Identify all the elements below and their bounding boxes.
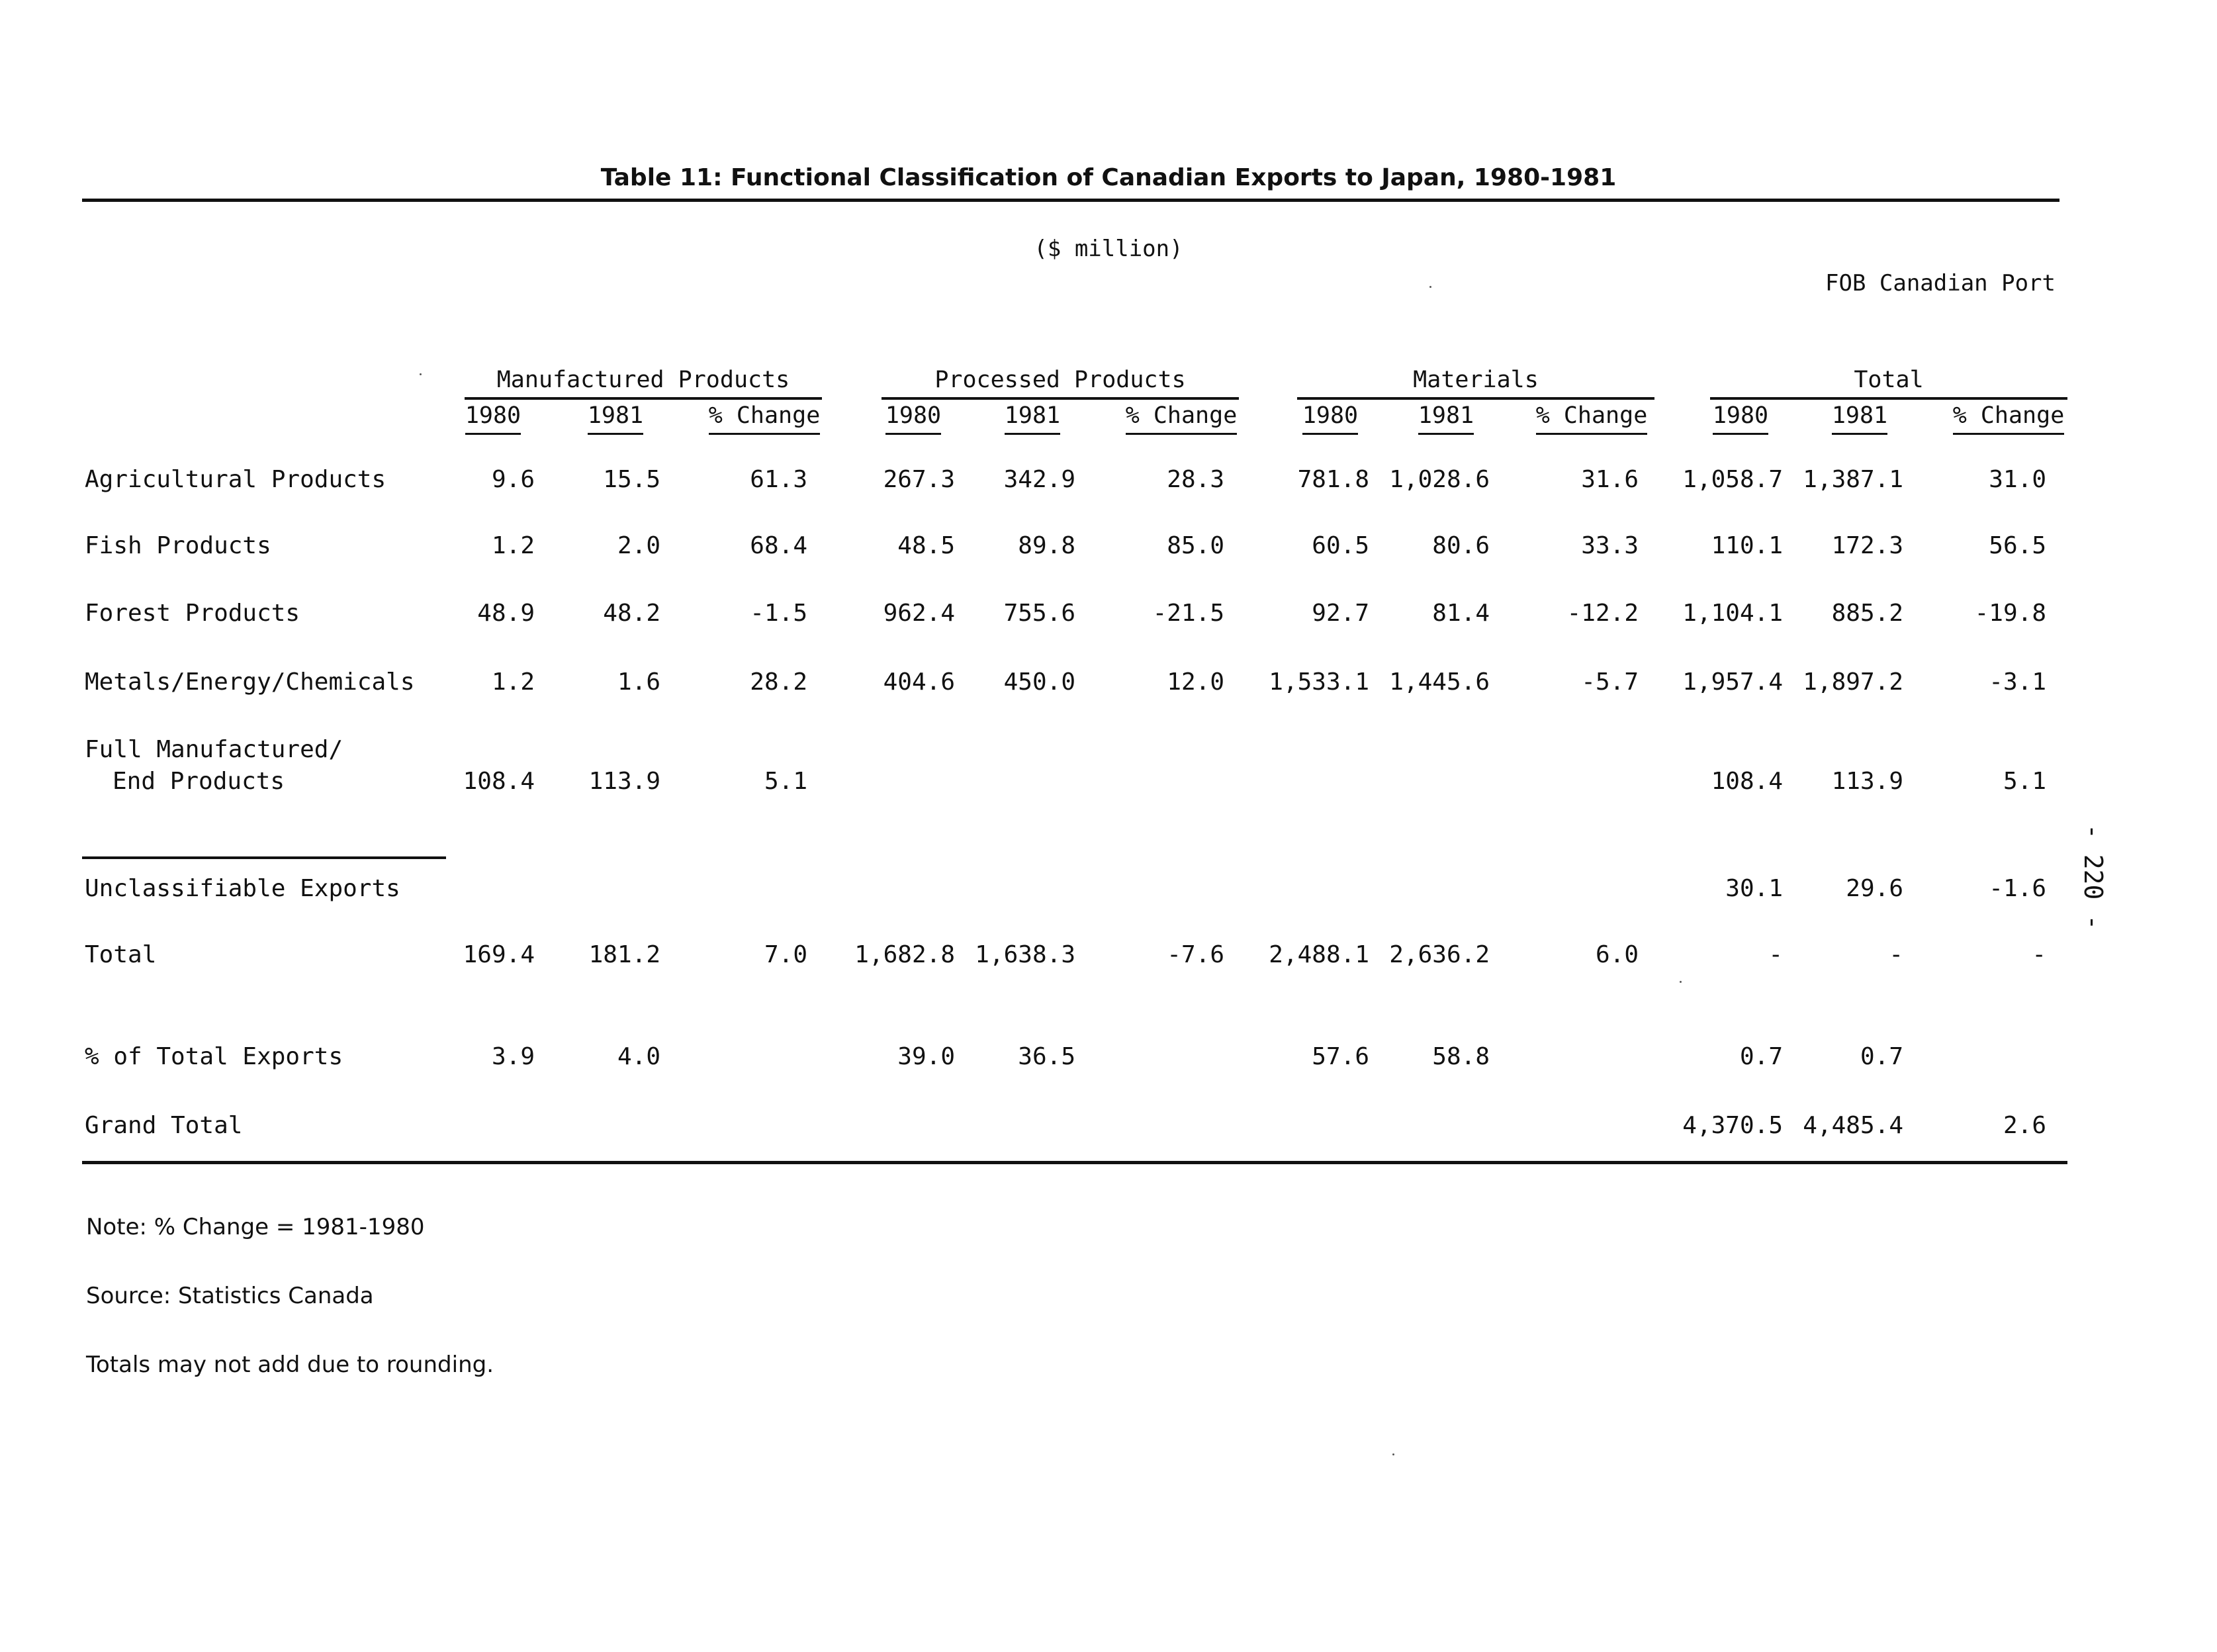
cell-mfg-1980: 169.4 <box>463 941 535 968</box>
cell-mfg-1980: 9.6 <box>491 466 535 493</box>
cell-total-1980: 1,957.4 <box>1682 668 1783 696</box>
cell-mat-1980: 57.6 <box>1312 1043 1369 1070</box>
cell-mat-1980: 2,488.1 <box>1269 941 1369 968</box>
cell-mat-1981: 1,028.6 <box>1389 466 1490 493</box>
cell-mat-1980: 60.5 <box>1312 532 1369 559</box>
cell-mat-change: 6.0 <box>1595 941 1639 968</box>
group-header-total: Total <box>1710 367 2067 400</box>
cell-mat-1981: 81.4 <box>1432 600 1490 627</box>
cell-total-1980: 1,104.1 <box>1682 600 1783 627</box>
cell-mfg-1981: 48.2 <box>603 600 660 627</box>
col-header-total-change: % Change <box>1942 402 2075 435</box>
row-label-of-total-exports: % of Total Exports <box>85 1043 343 1070</box>
col-header-mat-1980: 1980 <box>1294 402 1367 435</box>
scan-speck <box>1429 286 1431 288</box>
cell-mfg-change: -1.5 <box>750 600 807 627</box>
cell-mat-1980: 781.8 <box>1297 466 1369 493</box>
cell-mfg-1980: 1.2 <box>491 532 535 559</box>
cell-total-1980: - <box>1768 941 1783 968</box>
cell-proc-change: 28.3 <box>1167 466 1224 493</box>
cell-total-change: 31.0 <box>1989 466 2046 493</box>
cell-total-1981: 29.6 <box>1846 875 1903 902</box>
row-label-agricultural-products: Agricultural Products <box>85 466 386 493</box>
cell-proc-1980: 962.4 <box>883 600 955 627</box>
cell-mfg-change: 7.0 <box>764 941 807 968</box>
cell-mfg-1980: 3.9 <box>491 1043 535 1070</box>
row-label-full-manufactured: Full Manufactured/ <box>85 736 343 763</box>
cell-total-change: -19.8 <box>1974 600 2046 627</box>
cell-mfg-change: 61.3 <box>750 466 807 493</box>
cell-proc-1980: 48.5 <box>897 532 955 559</box>
cell-mat-change: -12.2 <box>1566 600 1639 627</box>
cell-mfg-1980: 48.9 <box>477 600 535 627</box>
cell-mat-1981: 58.8 <box>1432 1043 1490 1070</box>
col-header-total-1980: 1980 <box>1704 402 1777 435</box>
scan-speck <box>1680 981 1682 983</box>
note-source: Source: Statistics Canada <box>86 1283 374 1309</box>
cell-total-change: -1.6 <box>1989 875 2046 902</box>
cell-mat-change: 31.6 <box>1581 466 1639 493</box>
cell-total-1980: 0.7 <box>1739 1043 1783 1070</box>
col-header-mat-change: % Change <box>1525 402 1658 435</box>
section-divider <box>82 856 446 859</box>
cell-total-1980: 110.1 <box>1711 532 1783 559</box>
scan-speck <box>420 373 422 375</box>
cell-total-1981: 1,897.2 <box>1803 668 1903 696</box>
page-number: - 220 - <box>2079 824 2108 931</box>
cell-total-1981: 4,485.4 <box>1803 1112 1903 1139</box>
cell-total-1980: 108.4 <box>1711 768 1783 795</box>
col-header-proc-1981: 1981 <box>996 402 1069 435</box>
row-label-total: Total <box>85 941 157 968</box>
cell-proc-1980: 267.3 <box>883 466 955 493</box>
cell-total-1981: 172.3 <box>1831 532 1903 559</box>
cell-total-1981: 885.2 <box>1831 600 1903 627</box>
row-label-metals-energy-chemicals: Metals/Energy/Chemicals <box>85 668 415 696</box>
group-header-manufactured: Manufactured Products <box>465 367 822 400</box>
cell-total-change: 56.5 <box>1989 532 2046 559</box>
cell-mat-1981: 2,636.2 <box>1389 941 1490 968</box>
cell-mat-1980: 1,533.1 <box>1269 668 1369 696</box>
cell-mat-change: 33.3 <box>1581 532 1639 559</box>
cell-total-1981: 113.9 <box>1831 768 1903 795</box>
cell-total-1980: 4,370.5 <box>1682 1112 1783 1139</box>
col-header-proc-change: % Change <box>1115 402 1247 435</box>
cell-total-1981: 1,387.1 <box>1803 466 1903 493</box>
row-label-fish-products: Fish Products <box>85 532 271 559</box>
cell-proc-1981: 36.5 <box>1018 1043 1075 1070</box>
row-label-continued: End Products <box>113 768 285 795</box>
cell-proc-1980: 1,682.8 <box>854 941 955 968</box>
row-label-forest-products: Forest Products <box>85 600 300 627</box>
title-rule <box>82 199 2059 202</box>
cell-proc-1980: 39.0 <box>897 1043 955 1070</box>
col-header-total-1981: 1981 <box>1823 402 1896 435</box>
cell-proc-1981: 342.9 <box>1003 466 1075 493</box>
basis-label: FOB Canadian Port <box>1825 270 2056 297</box>
row-label-grand-total: Grand Total <box>85 1112 243 1139</box>
group-header-processed: Processed Products <box>882 367 1239 400</box>
cell-mfg-1981: 2.0 <box>617 532 660 559</box>
cell-mfg-1981: 15.5 <box>603 466 660 493</box>
cell-proc-change: 85.0 <box>1167 532 1224 559</box>
cell-mfg-1981: 1.6 <box>617 668 660 696</box>
col-header-mat-1981: 1981 <box>1410 402 1482 435</box>
group-header-materials: Materials <box>1297 367 1654 400</box>
note-change-definition: Note: % Change = 1981-1980 <box>86 1214 425 1240</box>
unit-label: ($ million) <box>1034 236 1183 262</box>
col-header-mfg-change: % Change <box>698 402 831 435</box>
cell-total-change: 2.6 <box>2003 1112 2046 1139</box>
cell-total-change: 5.1 <box>2003 768 2046 795</box>
cell-mfg-change: 28.2 <box>750 668 807 696</box>
cell-total-change: -3.1 <box>1989 668 2046 696</box>
cell-proc-1981: 1,638.3 <box>975 941 1075 968</box>
cell-mat-1981: 80.6 <box>1432 532 1490 559</box>
cell-mat-1981: 1,445.6 <box>1389 668 1490 696</box>
cell-mfg-change: 68.4 <box>750 532 807 559</box>
cell-total-1980: 1,058.7 <box>1682 466 1783 493</box>
table-bottom-rule <box>82 1161 2067 1164</box>
cell-mfg-change: 5.1 <box>764 768 807 795</box>
cell-proc-change: -7.6 <box>1167 941 1224 968</box>
cell-proc-1980: 404.6 <box>883 668 955 696</box>
cell-proc-1981: 450.0 <box>1003 668 1075 696</box>
scan-speck <box>1392 1453 1394 1455</box>
cell-mfg-1981: 4.0 <box>617 1043 660 1070</box>
row-label-unclassifiable-exports: Unclassifiable Exports <box>85 875 400 902</box>
cell-total-1981: - <box>1889 941 1903 968</box>
note-rounding: Totals may not add due to rounding. <box>86 1352 494 1378</box>
cell-mat-change: -5.7 <box>1581 668 1639 696</box>
cell-total-change: - <box>2032 941 2046 968</box>
col-header-mfg-1981: 1981 <box>579 402 652 435</box>
cell-total-1980: 30.1 <box>1725 875 1783 902</box>
col-header-proc-1980: 1980 <box>877 402 950 435</box>
cell-mat-1980: 92.7 <box>1312 600 1369 627</box>
cell-total-1981: 0.7 <box>1860 1043 1903 1070</box>
cell-mfg-1980: 1.2 <box>491 668 535 696</box>
cell-mfg-1981: 181.2 <box>588 941 660 968</box>
col-header-mfg-1980: 1980 <box>457 402 529 435</box>
cell-mfg-1981: 113.9 <box>588 768 660 795</box>
cell-proc-1981: 755.6 <box>1003 600 1075 627</box>
cell-proc-change: -21.5 <box>1152 600 1224 627</box>
table-title: Table 11: Functional Classification of Canadian Exports to Japan, 1980-1981 <box>600 164 1617 191</box>
cell-mfg-1980: 108.4 <box>463 768 535 795</box>
cell-proc-change: 12.0 <box>1167 668 1224 696</box>
cell-proc-1981: 89.8 <box>1018 532 1075 559</box>
